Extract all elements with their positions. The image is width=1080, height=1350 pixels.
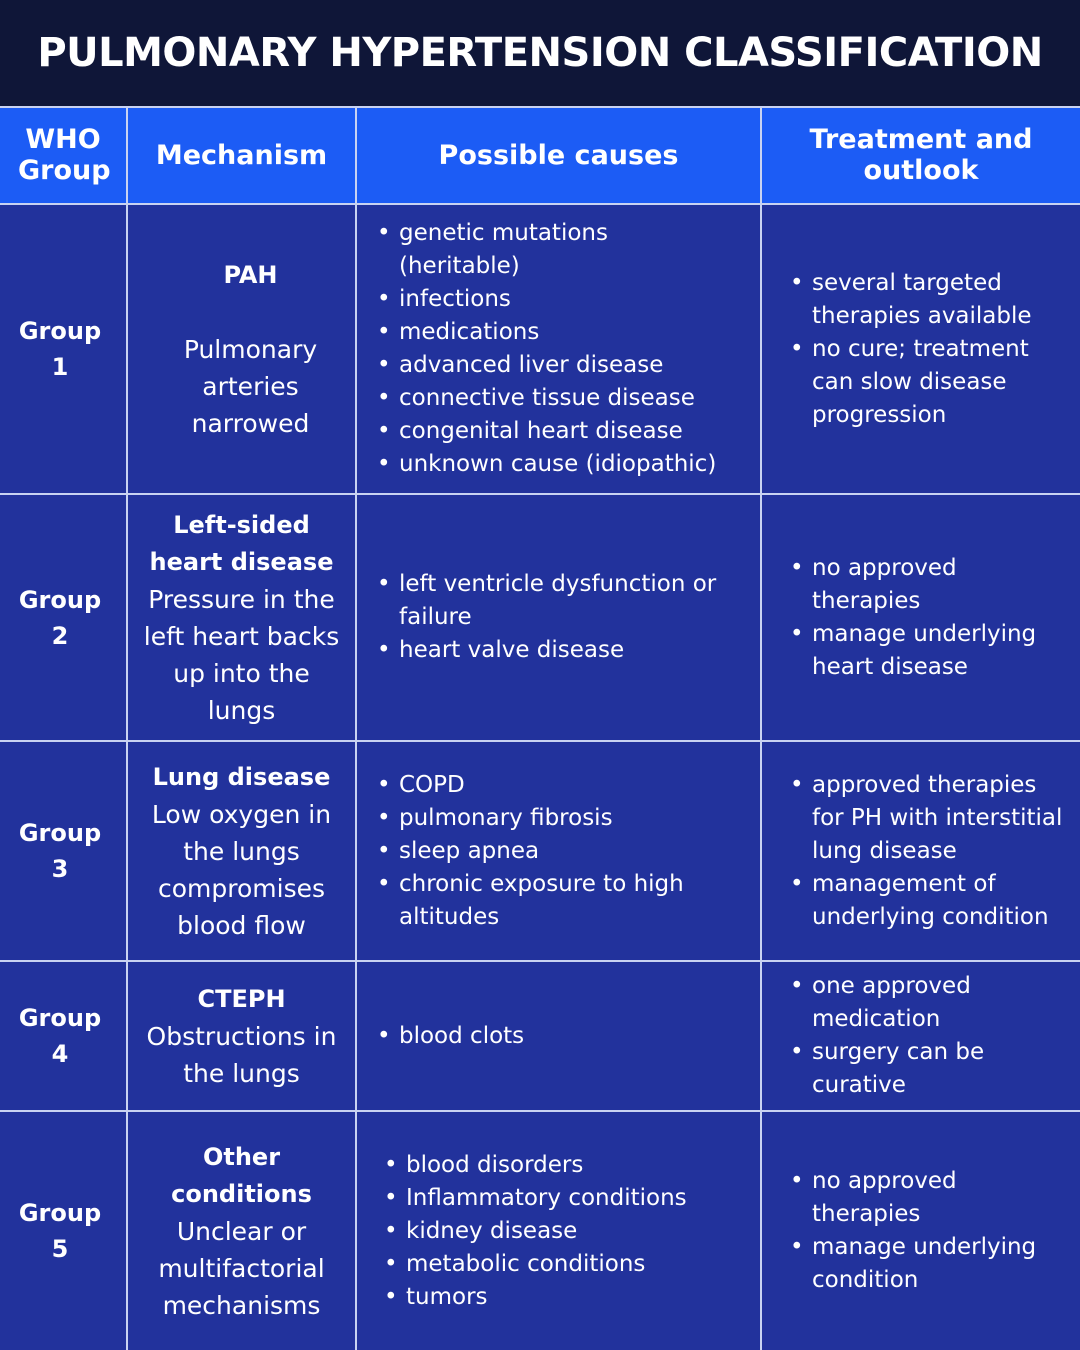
causes-cell [375,962,755,1110]
table-row-group-2 [0,495,120,740]
mechanism-cell [128,742,355,960]
list-item: • connective tissue disease [375,382,716,415]
treatment-list [788,267,1048,432]
list-item: • approved therapies for PH with interstitial lung disease [788,769,1073,868]
list-item: • blood disorders [382,1149,687,1182]
group-label: Group 2 [18,585,102,650]
causes-cell [375,205,755,493]
header-treatment-label: Treatment and outlook [809,124,1033,186]
list-item: • no approved therapies [788,1165,988,1231]
mechanism-cell [128,962,355,1110]
group-label: Group 3 [18,819,102,883]
list-item: • genetic mutations (heritable) [375,217,635,283]
group-label: Group 1 [18,317,102,381]
mechanism-description: Low oxygen in the lungs compromises blood flow [151,799,332,940]
list-item: • surgery can be curative [788,1036,1008,1102]
list-item: • sleep apnea [375,835,715,868]
mechanism-title: Lung disease [152,762,331,791]
list-item: • congenital heart disease [375,415,716,448]
mechanism-description: Unclear or multifactorial mechanisms [158,1216,325,1320]
causes-list [375,1020,524,1053]
list-item: • manage underlying heart disease [788,618,1058,684]
header-possible-causes [357,106,760,204]
list-item: • infections [375,283,716,316]
mechanism-cell [128,495,355,740]
list-item: • chronic exposure to high altitudes [375,868,715,934]
header-mechanism-label: Mechanism [155,139,328,171]
list-item: • tumors [382,1281,687,1314]
table-row-group-5 [0,1112,120,1350]
causes-list [375,769,715,934]
causes-cell [375,495,755,740]
list-item: • kidney disease [382,1215,687,1248]
column-divider [760,106,762,1350]
mechanism-title: PAH [223,260,278,289]
header-mechanism [128,106,355,204]
list-item: • pulmonary fibrosis [375,802,715,835]
header-treatment [762,106,1080,204]
title-bar [0,0,1080,106]
mechanism-title: Left-sided heart disease [149,510,334,576]
list-item: • advanced liver disease [375,349,716,382]
causes-list [375,568,725,667]
treatment-cell [788,1112,1078,1350]
treatment-cell [788,742,1078,960]
treatment-list [788,970,1008,1102]
list-item: • no cure; treatment can slow disease progression [788,333,1048,432]
list-item: • blood clots [375,1020,524,1053]
list-item: • manage underlying condition [788,1231,1058,1297]
list-item: • Inflammatory conditions [382,1182,687,1215]
causes-cell [382,1112,755,1350]
list-item: • several targeted therapies available [788,267,1048,333]
table-row-group-1 [0,205,120,493]
mechanism-description: Pulmonary arteries narrowed [183,334,318,438]
treatment-cell [788,495,1078,740]
list-item: • management of underlying condition [788,868,1073,934]
mechanism-cell [128,205,373,493]
list-item: • metabolic conditions [382,1248,687,1281]
page-title: PULMONARY HYPERTENSION CLASSIFICATION [37,30,1043,76]
causes-list [375,217,716,481]
treatment-cell [788,205,1078,493]
mechanism-description: Obstructions in the lungs [146,1021,337,1088]
causes-list [382,1149,687,1314]
header-who-group [0,106,126,204]
list-item: • medications [375,316,716,349]
header-possible-causes-label: Possible causes [438,139,679,171]
mechanism-title: CTEPH [197,984,286,1013]
list-item: • left ventricle dysfunction or failure [375,568,725,634]
list-item: • COPD [375,769,715,802]
treatment-list [788,1165,1058,1297]
list-item: • heart valve disease [375,634,725,667]
list-item: • unknown cause (idiopathic) [375,448,716,481]
treatment-cell [788,962,1078,1110]
table-row-group-3 [0,742,120,960]
treatment-list [788,769,1073,934]
table-row-group-4 [0,962,120,1110]
header-who-group-label: WHO Group [18,124,111,186]
group-label: Group 4 [18,1004,102,1068]
mechanism-title: Other conditions [171,1142,312,1208]
mechanism-description: Pressure in the left heart backs up into the lungs [143,584,340,725]
mechanism-cell [128,1112,355,1350]
causes-cell [375,742,755,960]
group-label: Group 5 [18,1199,102,1263]
list-item: • no approved therapies [788,552,988,618]
treatment-list [788,552,1058,684]
list-item: • one approved medication [788,970,1008,1036]
row-divider [0,106,1080,108]
